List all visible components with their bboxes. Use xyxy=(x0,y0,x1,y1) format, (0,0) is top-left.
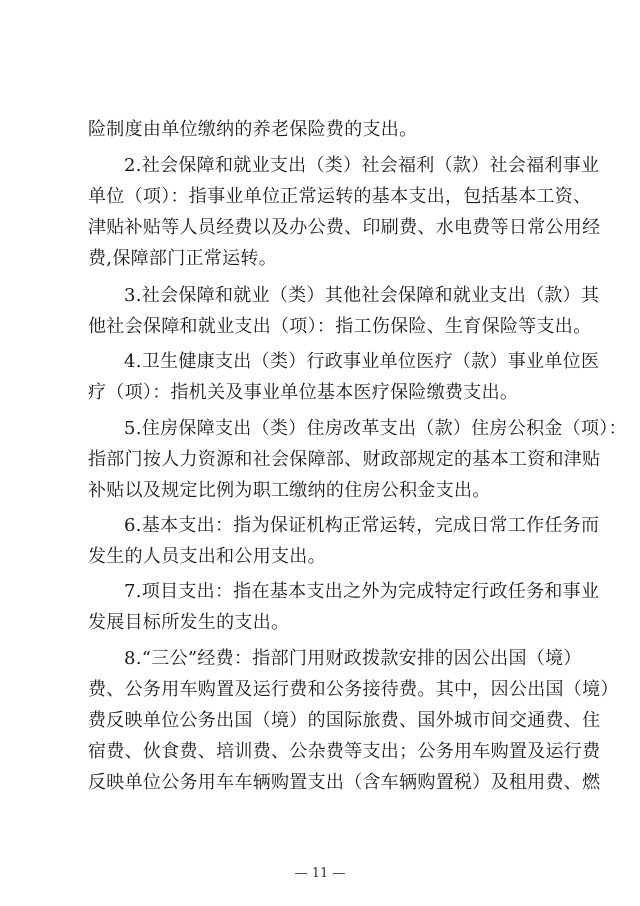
text-line: 7.项目支出：指在基本支出之外为完成特定行政任务和事业 xyxy=(124,581,600,602)
page-number: — 11 — xyxy=(294,866,346,881)
text-line: 补贴以及规定比例为职工缴纳的住房公积金支出。 xyxy=(88,480,491,501)
text-line: 5.住房保障支出（类）住房改革支出（款）住房公积金（项）： xyxy=(124,418,627,439)
text-line: 他社会保障和就业支出（项）：指工伤保险、生育保险等支出。 xyxy=(88,316,592,337)
text-line: 3.社会保障和就业（类）其他社会保障和就业支出（款）其 xyxy=(124,285,600,306)
text-line: 6.基本支出：指为保证机构正常运转，完成日常工作任务而 xyxy=(124,515,600,536)
text-line: 指部门按人力资源和社会保障部、财政部规定的基本工资和津贴 xyxy=(88,449,601,470)
text-line: 宿费、伙食费、培训费、公杂费等支出；公务用车购置及运行费 xyxy=(88,741,601,762)
text-line: 费、公务用车购置及运行费和公务接待费。其中，因公出国（境） xyxy=(88,679,619,700)
text-line: 险制度由单位缴纳的养老保险费的支出。 xyxy=(88,119,418,140)
text-line: 津贴补贴等人员经费以及办公费、印刷费、水电费等日常公用经 xyxy=(88,217,601,238)
text-line: 4.卫生健康支出（类）行政事业单位医疗（款）事业单位医 xyxy=(124,351,600,372)
text-line: 发生的人员支出和公用支出。 xyxy=(88,546,326,567)
text-line: 疗（项）：指机关及事业单位基本医疗保险缴费支出。 xyxy=(88,382,519,403)
text-line: 反映单位公务用车车辆购置支出（含车辆购置税）及租用费、燃 xyxy=(88,772,601,793)
text-line: 8.“三公”经费：指部门用财政拨款安排的因公出国（境） xyxy=(124,648,582,669)
text-line: 费,保障部门正常运转。 xyxy=(88,248,278,269)
text-line: 发展目标所发生的支出。 xyxy=(88,612,290,633)
text-line: 2.社会保障和就业支出（类）社会福利（款）社会福利事业 xyxy=(124,155,600,176)
text-line: 单位（项）：指事业单位正常运转的基本支出，包括基本工资、 xyxy=(88,186,592,207)
text-line: 费反映单位公务出国（境）的国际旅费、国外城市间交通费、住 xyxy=(88,710,601,731)
